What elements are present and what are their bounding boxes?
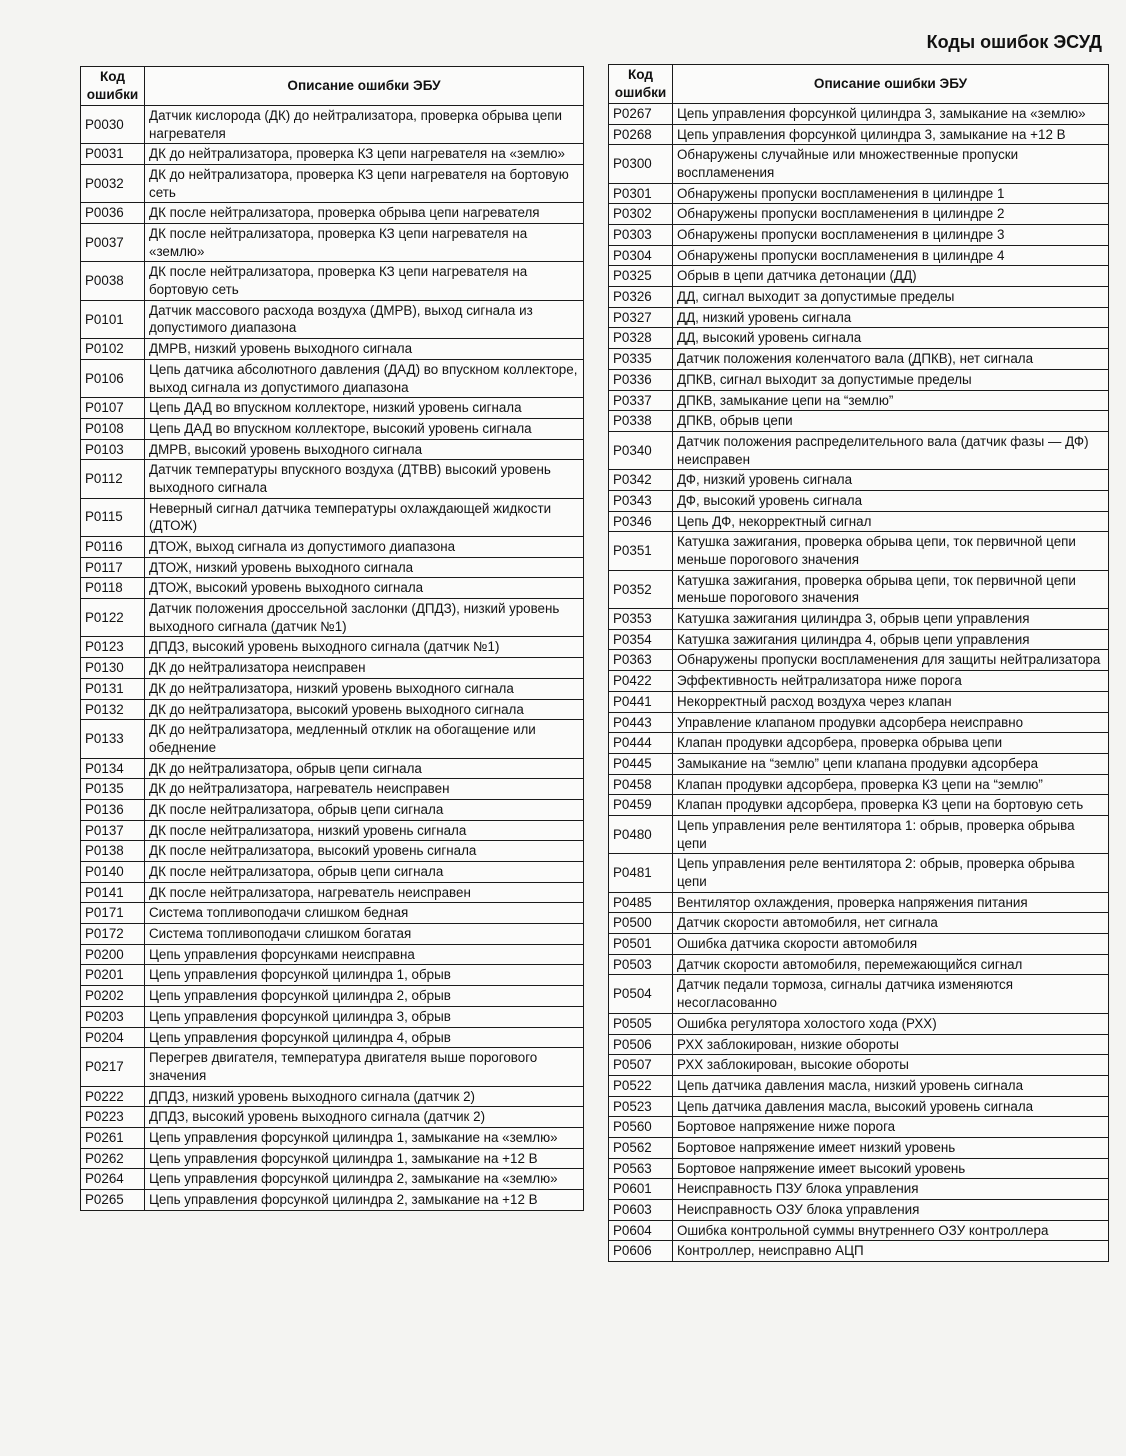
error-description: Цепь управления форсунками неисправна — [145, 944, 584, 965]
error-description: ДПКВ, сигнал выходит за допустимые пределы — [673, 369, 1109, 390]
table-row — [609, 1241, 1109, 1262]
table-row — [81, 537, 584, 558]
table-row — [81, 439, 584, 460]
error-description: Цепь ДАД во впускном коллекторе, низкий уровень сигнала — [145, 398, 584, 419]
error-description: Цепь управления форсункой цилиндра 3, обрыв — [145, 1006, 584, 1027]
table-row — [609, 691, 1109, 712]
error-code: P0343 — [609, 490, 673, 511]
error-code: P0522 — [609, 1075, 673, 1096]
error-code: P0301 — [609, 183, 673, 204]
error-code: P0606 — [609, 1241, 673, 1262]
error-code: P0481 — [609, 854, 673, 892]
error-description: Обнаружены пропуски воспламенения в цилиндре 4 — [673, 245, 1109, 266]
error-code: P0116 — [81, 537, 145, 558]
table-row — [81, 1148, 584, 1169]
table-row — [609, 532, 1109, 570]
error-description: ДД, низкий уровень сигнала — [673, 307, 1109, 328]
error-description: ДК до нейтрализатора, проверка КЗ цепи нагревателя на «землю» — [145, 144, 584, 165]
table-row — [81, 224, 584, 262]
error-code: P0268 — [609, 124, 673, 145]
table-row — [609, 815, 1109, 853]
error-code: P0336 — [609, 369, 673, 390]
error-description: Цепь ДАД во впускном коллекторе, высокий уровень сигнала — [145, 418, 584, 439]
table-row — [609, 629, 1109, 650]
table-row — [81, 862, 584, 883]
error-description: Обнаружены пропуски воспламенения в цилиндре 3 — [673, 225, 1109, 246]
table-row — [81, 1127, 584, 1148]
table-row — [81, 944, 584, 965]
table-row — [609, 650, 1109, 671]
table-row — [609, 671, 1109, 692]
error-description: ДПКВ, замыкание цепи на “землю” — [673, 390, 1109, 411]
error-description: Цепь управления форсункой цилиндра 3, замыкание на +12 В — [673, 124, 1109, 145]
error-description: ДТОЖ, выход сигнала из допустимого диапазона — [145, 537, 584, 558]
table-row — [609, 1220, 1109, 1241]
error-description: ДД, сигнал выходит за допустимые пределы — [673, 287, 1109, 308]
error-description: Датчик скорости автомобиля, перемежающийся сигнал — [673, 954, 1109, 975]
table-row — [609, 1179, 1109, 1200]
error-code: P0122 — [81, 599, 145, 637]
error-code: P0505 — [609, 1013, 673, 1034]
table-row — [609, 287, 1109, 308]
error-code: P0523 — [609, 1096, 673, 1117]
table-row — [609, 369, 1109, 390]
error-code: P0480 — [609, 815, 673, 853]
error-code: P0353 — [609, 609, 673, 630]
error-code: P0264 — [81, 1169, 145, 1190]
error-description: Бортовое напряжение имеет низкий уровень — [673, 1137, 1109, 1158]
error-code: P0563 — [609, 1158, 673, 1179]
table-row — [81, 678, 584, 699]
error-description: Замыкание на “землю” цепи клапана продувки адсорбера — [673, 753, 1109, 774]
table-row — [609, 753, 1109, 774]
table-row — [81, 1190, 584, 1211]
error-description: Цепь управления форсункой цилиндра 3, замыкание на «землю» — [673, 103, 1109, 124]
table-row — [609, 225, 1109, 246]
error-description: Цепь управления форсункой цилиндра 2, обрыв — [145, 986, 584, 1007]
error-code: P0031 — [81, 144, 145, 165]
error-description: ДТОЖ, высокий уровень выходного сигнала — [145, 578, 584, 599]
table-row — [81, 203, 584, 224]
error-description: Цепь управления реле вентилятора 2: обрыв, проверка обрыва цепи — [673, 854, 1109, 892]
table-row — [609, 570, 1109, 608]
error-code: P0354 — [609, 629, 673, 650]
error-description: РХХ заблокирован, низкие обороты — [673, 1034, 1109, 1055]
table-row — [609, 1075, 1109, 1096]
table-row — [609, 490, 1109, 511]
error-code: P0327 — [609, 307, 673, 328]
error-description: Датчик педали тормоза, сигналы датчика изменяются несогласованно — [673, 975, 1109, 1013]
error-description: Цепь управления форсункой цилиндра 2, замыкание на +12 В — [145, 1190, 584, 1211]
error-description: Цепь управления форсункой цилиндра 4, обрыв — [145, 1027, 584, 1048]
error-code: P0351 — [609, 532, 673, 570]
table-row — [609, 1034, 1109, 1055]
error-description: ДПДЗ, низкий уровень выходного сигнала (датчик 2) — [145, 1086, 584, 1107]
table-row — [609, 204, 1109, 225]
table-row — [81, 498, 584, 536]
error-code: P0485 — [609, 892, 673, 913]
error-code: P0112 — [81, 460, 145, 498]
error-code: P0506 — [609, 1034, 673, 1055]
error-code: P0037 — [81, 224, 145, 262]
table-row — [81, 599, 584, 637]
error-description: Клапан продувки адсорбера, проверка КЗ цепи на “землю” — [673, 774, 1109, 795]
error-code: P0325 — [609, 266, 673, 287]
error-code: P0106 — [81, 359, 145, 397]
error-description: Обнаружены пропуски воспламенения для защиты нейтрализатора — [673, 650, 1109, 671]
table-row — [609, 913, 1109, 934]
error-code: P0328 — [609, 328, 673, 349]
error-description: ДК до нейтрализатора, проверка КЗ цепи нагревателя на бортовую сеть — [145, 164, 584, 202]
table-row — [609, 470, 1109, 491]
error-code: P0118 — [81, 578, 145, 599]
table-row — [609, 854, 1109, 892]
error-code: P0134 — [81, 758, 145, 779]
error-description: Эффективность нейтрализатора ниже порога — [673, 671, 1109, 692]
error-description: Бортовое напряжение ниже порога — [673, 1117, 1109, 1138]
error-code: P0335 — [609, 349, 673, 370]
table-row — [609, 349, 1109, 370]
table-row — [609, 1096, 1109, 1117]
table-row — [81, 965, 584, 986]
error-code: P0223 — [81, 1107, 145, 1128]
error-code: P0342 — [609, 470, 673, 491]
error-code: P0030 — [81, 105, 145, 143]
error-code: P0222 — [81, 1086, 145, 1107]
error-code: P0138 — [81, 841, 145, 862]
error-code: P0261 — [81, 1127, 145, 1148]
table-row — [81, 637, 584, 658]
page-title: Коды ошибок ЭСУД — [926, 32, 1102, 52]
table-row — [81, 924, 584, 945]
error-description: ДК до нейтрализатора, низкий уровень выходного сигнала — [145, 678, 584, 699]
table-row — [609, 1055, 1109, 1076]
error-code: P0130 — [81, 658, 145, 679]
table-row — [81, 557, 584, 578]
table-row — [609, 245, 1109, 266]
error-description: Цепь управления реле вентилятора 1: обрыв, проверка обрыва цепи — [673, 815, 1109, 853]
table-row — [81, 398, 584, 419]
error-description: ДД, высокий уровень сигнала — [673, 328, 1109, 349]
table-row — [609, 1137, 1109, 1158]
error-code: P0107 — [81, 398, 145, 419]
table-row — [81, 841, 584, 862]
error-description: Вентилятор охлаждения, проверка напряжения питания — [673, 892, 1109, 913]
table-row — [609, 103, 1109, 124]
error-codes-table-left — [80, 66, 584, 1211]
table-row — [609, 183, 1109, 204]
table-row — [81, 1169, 584, 1190]
error-description: Катушка зажигания, проверка обрыва цепи, ток первичной цепи меньше порогового значения — [673, 532, 1109, 570]
error-code: P0338 — [609, 411, 673, 432]
error-description: Ошибка контрольной суммы внутреннего ОЗУ контроллера — [673, 1220, 1109, 1241]
error-description: ДК после нейтрализатора, обрыв цепи сигнала — [145, 862, 584, 883]
error-description: Обнаружены пропуски воспламенения в цилиндре 1 — [673, 183, 1109, 204]
table-row — [81, 460, 584, 498]
table-row — [609, 1158, 1109, 1179]
error-code: P0441 — [609, 691, 673, 712]
error-description: Датчик массового расхода воздуха (ДМРВ), выход сигнала из допустимого диапазона — [145, 300, 584, 338]
table-row — [609, 609, 1109, 630]
error-code: P0131 — [81, 678, 145, 699]
table-row — [609, 954, 1109, 975]
table-row — [609, 1200, 1109, 1221]
error-description: Датчик положения коленчатого вала (ДПКВ), нет сигнала — [673, 349, 1109, 370]
error-code: P0337 — [609, 390, 673, 411]
error-description: ДМРВ, высокий уровень выходного сигнала — [145, 439, 584, 460]
table-row — [609, 795, 1109, 816]
error-code: P0500 — [609, 913, 673, 934]
table-row — [609, 307, 1109, 328]
error-description: Датчик положения распределительного вала (датчик фазы — ДФ) неисправен — [673, 431, 1109, 469]
error-code: P0108 — [81, 418, 145, 439]
error-description: ДТОЖ, низкий уровень выходного сигнала — [145, 557, 584, 578]
table-row — [609, 266, 1109, 287]
error-description: ДК до нейтрализатора, высокий уровень выходного сигнала — [145, 699, 584, 720]
error-description: Система топливоподачи слишком богатая — [145, 924, 584, 945]
error-code: P0103 — [81, 439, 145, 460]
table-row — [81, 339, 584, 360]
error-description: Перегрев двигателя, температура двигателя выше порогового значения — [145, 1048, 584, 1086]
error-description: Цепь управления форсункой цилиндра 1, замыкание на «землю» — [145, 1127, 584, 1148]
error-description: Цепь датчика абсолютного давления (ДАД) во впускном коллекторе, выход сигнала из допустимого диапазона — [145, 359, 584, 397]
table-row — [81, 300, 584, 338]
table-row — [81, 359, 584, 397]
error-code: P0444 — [609, 733, 673, 754]
error-description: Управление клапаном продувки адсорбера неисправно — [673, 712, 1109, 733]
table-row — [609, 328, 1109, 349]
error-description: Обнаружены пропуски воспламенения в цилиндре 2 — [673, 204, 1109, 225]
table-row — [609, 975, 1109, 1013]
error-description: Катушка зажигания цилиндра 3, обрыв цепи управления — [673, 609, 1109, 630]
table-row — [81, 1048, 584, 1086]
error-code: P0200 — [81, 944, 145, 965]
error-description: ДК до нейтрализатора, обрыв цепи сигнала — [145, 758, 584, 779]
table-row — [81, 758, 584, 779]
error-description: ДФ, высокий уровень сигнала — [673, 490, 1109, 511]
error-code: P0217 — [81, 1048, 145, 1086]
error-code: P0601 — [609, 1179, 673, 1200]
error-code: P0203 — [81, 1006, 145, 1027]
error-code: P0171 — [81, 903, 145, 924]
table-row — [81, 1107, 584, 1128]
error-code: P0458 — [609, 774, 673, 795]
table-row — [81, 164, 584, 202]
error-description: Цепь датчика давления масла, высокий уровень сигнала — [673, 1096, 1109, 1117]
error-code: P0604 — [609, 1220, 673, 1241]
error-code: P0172 — [81, 924, 145, 945]
error-description: Катушка зажигания, проверка обрыва цепи, ток первичной цепи меньше порогового значения — [673, 570, 1109, 608]
error-description: ДПДЗ, высокий уровень выходного сигнала (датчик №1) — [145, 637, 584, 658]
error-code: P0136 — [81, 799, 145, 820]
error-code: P0340 — [609, 431, 673, 469]
column-header-description: Описание ошибки ЭБУ — [673, 65, 1109, 104]
table-row — [81, 699, 584, 720]
error-code: P0300 — [609, 145, 673, 183]
table-row — [81, 820, 584, 841]
column-header-description: Описание ошибки ЭБУ — [145, 67, 584, 106]
table-row — [81, 578, 584, 599]
error-code: P0352 — [609, 570, 673, 608]
table-row — [81, 1027, 584, 1048]
error-description: ДФ, низкий уровень сигнала — [673, 470, 1109, 491]
error-description: Неисправность ПЗУ блока управления — [673, 1179, 1109, 1200]
error-description: ДК после нейтрализатора, нагреватель неисправен — [145, 882, 584, 903]
table-row — [609, 431, 1109, 469]
table-row — [81, 799, 584, 820]
error-code: P0302 — [609, 204, 673, 225]
error-code: P0562 — [609, 1137, 673, 1158]
error-code: P0560 — [609, 1117, 673, 1138]
error-description: Клапан продувки адсорбера, проверка КЗ цепи на бортовую сеть — [673, 795, 1109, 816]
error-code: P0038 — [81, 262, 145, 300]
error-code: P0303 — [609, 225, 673, 246]
table-row — [81, 262, 584, 300]
error-description: Клапан продувки адсорбера, проверка обрыва цепи — [673, 733, 1109, 754]
table-row — [81, 418, 584, 439]
error-code: P0459 — [609, 795, 673, 816]
table-row — [609, 124, 1109, 145]
error-code: P0445 — [609, 753, 673, 774]
error-description: Ошибка датчика скорости автомобиля — [673, 934, 1109, 955]
table-row — [81, 986, 584, 1007]
table-row — [609, 892, 1109, 913]
error-description: Неисправность ОЗУ блока управления — [673, 1200, 1109, 1221]
error-description: Цепь датчика давления масла, низкий уровень сигнала — [673, 1075, 1109, 1096]
error-code: P0265 — [81, 1190, 145, 1211]
error-description: Датчик температуры впускного воздуха (ДТВВ) высокий уровень выходного сигнала — [145, 460, 584, 498]
table-header-row — [81, 67, 584, 106]
error-description: ДПДЗ, высокий уровень выходного сигнала (датчик 2) — [145, 1107, 584, 1128]
table-row — [81, 105, 584, 143]
table-row — [609, 774, 1109, 795]
error-code: P0137 — [81, 820, 145, 841]
error-code: P0603 — [609, 1200, 673, 1221]
error-description: ДК после нейтрализатора, низкий уровень сигнала — [145, 820, 584, 841]
table-row — [609, 733, 1109, 754]
error-description: Цепь управления форсункой цилиндра 1, обрыв — [145, 965, 584, 986]
table-row — [609, 712, 1109, 733]
error-code: P0443 — [609, 712, 673, 733]
error-description: ДК после нейтрализатора, проверка обрыва цепи нагревателя — [145, 203, 584, 224]
error-description: Датчик скорости автомобиля, нет сигнала — [673, 913, 1109, 934]
table-row — [609, 1117, 1109, 1138]
error-code: P0101 — [81, 300, 145, 338]
table-row — [81, 720, 584, 758]
error-description: Датчик положения дроссельной заслонки (ДПДЗ), низкий уровень выходного сигнала (датчик №1) — [145, 599, 584, 637]
table-row — [81, 1006, 584, 1027]
error-description: Обнаружены случайные или множественные пропуски воспламенения — [673, 145, 1109, 183]
error-code: P0140 — [81, 862, 145, 883]
table-row — [609, 511, 1109, 532]
column-header-code: Код ошибки — [81, 67, 145, 106]
error-code: P0202 — [81, 986, 145, 1007]
error-code: P0204 — [81, 1027, 145, 1048]
table-row — [81, 144, 584, 165]
error-code: P0503 — [609, 954, 673, 975]
error-code: P0304 — [609, 245, 673, 266]
error-code: P0135 — [81, 779, 145, 800]
error-code: P0267 — [609, 103, 673, 124]
error-description: Цепь управления форсункой цилиндра 2, замыкание на «землю» — [145, 1169, 584, 1190]
table-row — [81, 779, 584, 800]
error-description: Ошибка регулятора холостого хода (РХХ) — [673, 1013, 1109, 1034]
error-code: P0504 — [609, 975, 673, 1013]
table-row — [609, 1013, 1109, 1034]
error-code: P0133 — [81, 720, 145, 758]
error-code: P0102 — [81, 339, 145, 360]
error-code: P0326 — [609, 287, 673, 308]
error-code: P0346 — [609, 511, 673, 532]
error-description: ДПКВ, обрыв цепи — [673, 411, 1109, 432]
column-header-code: Код ошибки — [609, 65, 673, 104]
error-codes-table-right — [608, 64, 1109, 1262]
error-code: P0141 — [81, 882, 145, 903]
error-description: Цепь управления форсункой цилиндра 1, замыкание на +12 В — [145, 1148, 584, 1169]
error-description: ДМРВ, низкий уровень выходного сигнала — [145, 339, 584, 360]
error-description: ДК после нейтрализатора, проверка КЗ цепи нагревателя на «землю» — [145, 224, 584, 262]
error-code: P0036 — [81, 203, 145, 224]
error-code: P0507 — [609, 1055, 673, 1076]
error-description: Обрыв в цепи датчика детонации (ДД) — [673, 266, 1109, 287]
error-code: P0422 — [609, 671, 673, 692]
error-description: Некорректный расход воздуха через клапан — [673, 691, 1109, 712]
error-description: Неверный сигнал датчика температуры охлаждающей жидкости (ДТОЖ) — [145, 498, 584, 536]
table-row — [81, 1086, 584, 1107]
error-description: ДК после нейтрализатора, обрыв цепи сигнала — [145, 799, 584, 820]
table-row — [609, 145, 1109, 183]
error-description: ДК до нейтрализатора, медленный отклик на обогащение или обеднение — [145, 720, 584, 758]
error-description: Бортовое напряжение имеет высокий уровень — [673, 1158, 1109, 1179]
table-row — [609, 934, 1109, 955]
error-description: ДК после нейтрализатора, высокий уровень сигнала — [145, 841, 584, 862]
error-code: P0501 — [609, 934, 673, 955]
table-row — [81, 882, 584, 903]
error-code: P0117 — [81, 557, 145, 578]
error-code: P0262 — [81, 1148, 145, 1169]
error-code: P0123 — [81, 637, 145, 658]
error-code: P0201 — [81, 965, 145, 986]
error-description: Контроллер, неисправно АЦП — [673, 1241, 1109, 1262]
table-row — [609, 390, 1109, 411]
error-code: P0115 — [81, 498, 145, 536]
error-description: ДК до нейтрализатора, нагреватель неисправен — [145, 779, 584, 800]
error-description: ДК после нейтрализатора, проверка КЗ цепи нагревателя на бортовую сеть — [145, 262, 584, 300]
table-row — [81, 903, 584, 924]
table-row — [609, 411, 1109, 432]
error-code: P0032 — [81, 164, 145, 202]
error-description: Цепь ДФ, некорректный сигнал — [673, 511, 1109, 532]
error-description: Система топливоподачи слишком бедная — [145, 903, 584, 924]
error-description: Датчик кислорода (ДК) до нейтрализатора, проверка обрыва цепи нагревателя — [145, 105, 584, 143]
error-description: РХХ заблокирован, высокие обороты — [673, 1055, 1109, 1076]
error-code: P0363 — [609, 650, 673, 671]
error-description: Катушка зажигания цилиндра 4, обрыв цепи управления — [673, 629, 1109, 650]
table-row — [81, 658, 584, 679]
error-description: ДК до нейтрализатора неисправен — [145, 658, 584, 679]
error-code: P0132 — [81, 699, 145, 720]
table-header-row — [609, 65, 1109, 104]
